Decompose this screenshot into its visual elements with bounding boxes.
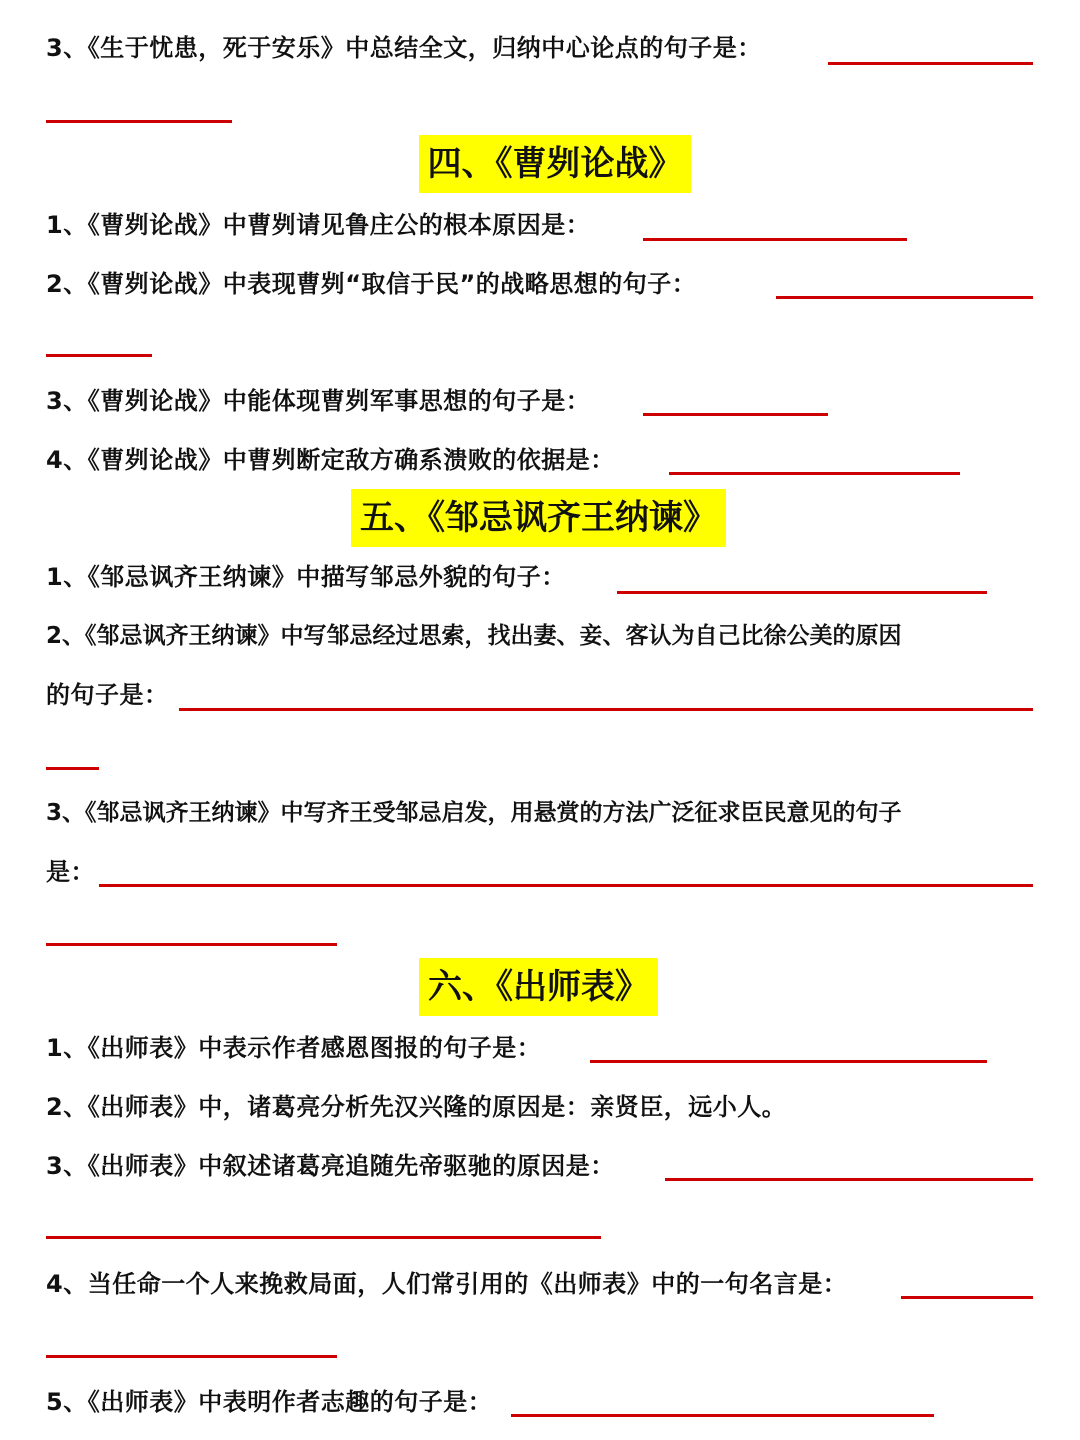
answer-blank-4-2a[interactable] xyxy=(776,296,1033,299)
answer-blank-6-4b[interactable] xyxy=(46,1355,337,1358)
question-4-1: 1、《曹刿论战》中曹刿请见鲁庄公的根本原因是： xyxy=(46,211,591,239)
answer-blank-5-3a[interactable] xyxy=(99,884,1033,887)
answer-blank-3-3b[interactable] xyxy=(46,120,232,123)
section-heading-4: 四、《曹刿论战》 xyxy=(419,135,691,193)
answer-blank-6-4a[interactable] xyxy=(901,1296,1033,1299)
answer-blank-6-3a[interactable] xyxy=(665,1178,1033,1181)
question-3-3: 3、《生于忧患，死于安乐》中总结全文，归纳中心论点的句子是： xyxy=(46,34,762,62)
question-4-3: 3、《曹刿论战》中能体现曹刿军事思想的句子是： xyxy=(46,387,591,415)
answer-blank-5-2a[interactable] xyxy=(179,708,1033,711)
question-5-2a: 2、《邹忌讽齐王纳谏》中写邹忌经过思索，找出妻、妾、客认为自己比徐公美的原因 xyxy=(46,623,902,649)
answer-blank-4-4[interactable] xyxy=(669,472,960,475)
section-heading-5: 五、《邹忌讽齐王纳谏》 xyxy=(351,489,726,547)
answer-blank-4-3[interactable] xyxy=(643,413,828,416)
question-5-2b: 的句子是： xyxy=(46,681,169,709)
question-5-3a: 3、《邹忌讽齐王纳谏》中写齐王受邹忌启发，用悬赏的方法广泛征求臣民意见的句子 xyxy=(46,800,902,826)
question-5-3b: 是： xyxy=(46,858,95,886)
question-5-1: 1、《邹忌讽齐王纳谏》中描写邹忌外貌的句子： xyxy=(46,563,566,591)
question-4-4: 4、《曹刿论战》中曹刿断定敌方确系溃败的依据是： xyxy=(46,446,615,474)
answer-blank-5-3b[interactable] xyxy=(46,943,337,946)
question-6-4: 4、当任命一个人来挽救局面，人们常引用的《出师表》中的一句名言是： xyxy=(46,1270,848,1298)
question-6-1: 1、《出师表》中表示作者感恩图报的句子是： xyxy=(46,1034,542,1062)
answer-blank-6-3b[interactable] xyxy=(46,1236,601,1239)
answer-blank-4-2b[interactable] xyxy=(46,354,152,357)
answer-blank-4-1[interactable] xyxy=(643,238,907,241)
answer-blank-3-3a[interactable] xyxy=(828,62,1033,65)
question-4-2: 2、《曹刿论战》中表现曹刿“取信于民”的战略思想的句子： xyxy=(46,270,697,298)
answer-blank-5-2b[interactable] xyxy=(46,767,99,770)
question-6-5: 5、《出师表》中表明作者志趣的句子是： xyxy=(46,1388,493,1416)
answer-blank-6-1[interactable] xyxy=(590,1060,987,1063)
answer-blank-6-5[interactable] xyxy=(511,1414,934,1417)
question-6-2: 2、《出师表》中，诸葛亮分析先汉兴隆的原因是：亲贤臣，远小人。 xyxy=(46,1093,787,1121)
answer-blank-5-1[interactable] xyxy=(617,591,987,594)
section-heading-6: 六、《出师表》 xyxy=(419,958,658,1016)
question-6-3: 3、《出师表》中叙述诸葛亮追随先帝驱驰的原因是： xyxy=(46,1152,615,1180)
